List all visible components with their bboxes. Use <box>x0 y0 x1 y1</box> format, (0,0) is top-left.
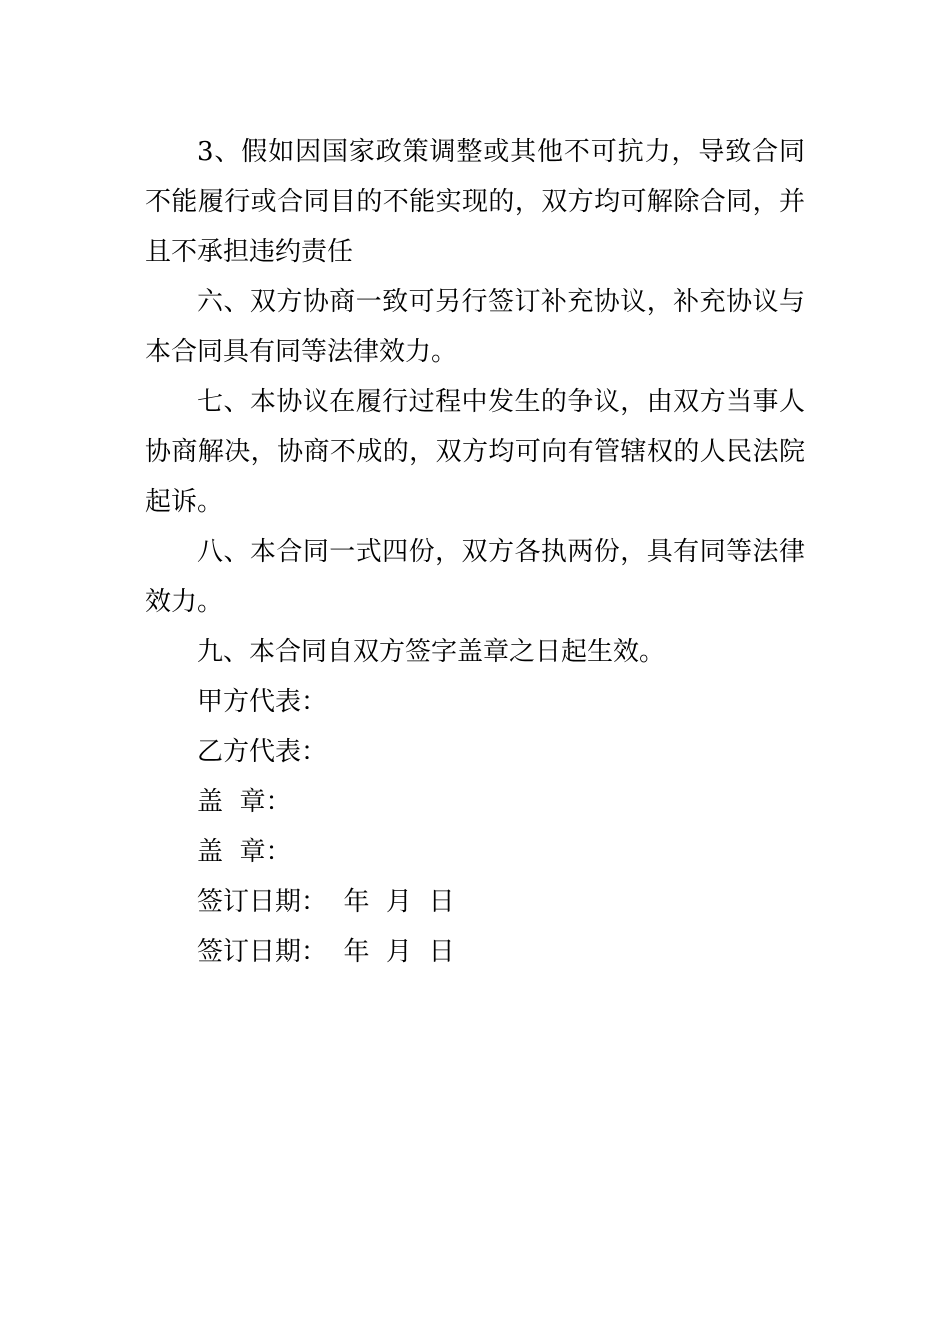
signing-date-b: 签订日期： 年 月 日 <box>197 937 455 967</box>
clause-3-force-majeure: 3、假如因国家政策调整或其他不可抗力，导致合同不能履行或合同目的不能实现的，双方均可解除合同，并且不承担违约责任 <box>145 137 805 267</box>
clause-9-effective-date: 九、本合同自双方签字盖章之日起生效。 <box>197 637 666 667</box>
clause-8-copies: 八、本合同一式四份，双方各执两份，具有同等法律效力。 <box>145 537 805 617</box>
clause-6-supplementary-agreement: 六、双方协商一致可另行签订补充协议，补充协议与本合同具有同等法律效力。 <box>145 287 805 367</box>
document-body <box>145 127 805 977</box>
seal-line-a: 盖 章： <box>197 787 292 817</box>
party-a-representative: 甲方代表： <box>197 687 328 717</box>
clause-7-dispute-resolution: 七、本协议在履行过程中发生的争议，由双方当事人协商解决，协商不成的，双方均可向有管辖权的人民法院起诉。 <box>145 387 805 517</box>
seal-line-b: 盖 章： <box>197 837 292 867</box>
signing-date-a: 签订日期： 年 月 日 <box>197 887 455 917</box>
party-b-representative: 乙方代表： <box>197 737 328 767</box>
